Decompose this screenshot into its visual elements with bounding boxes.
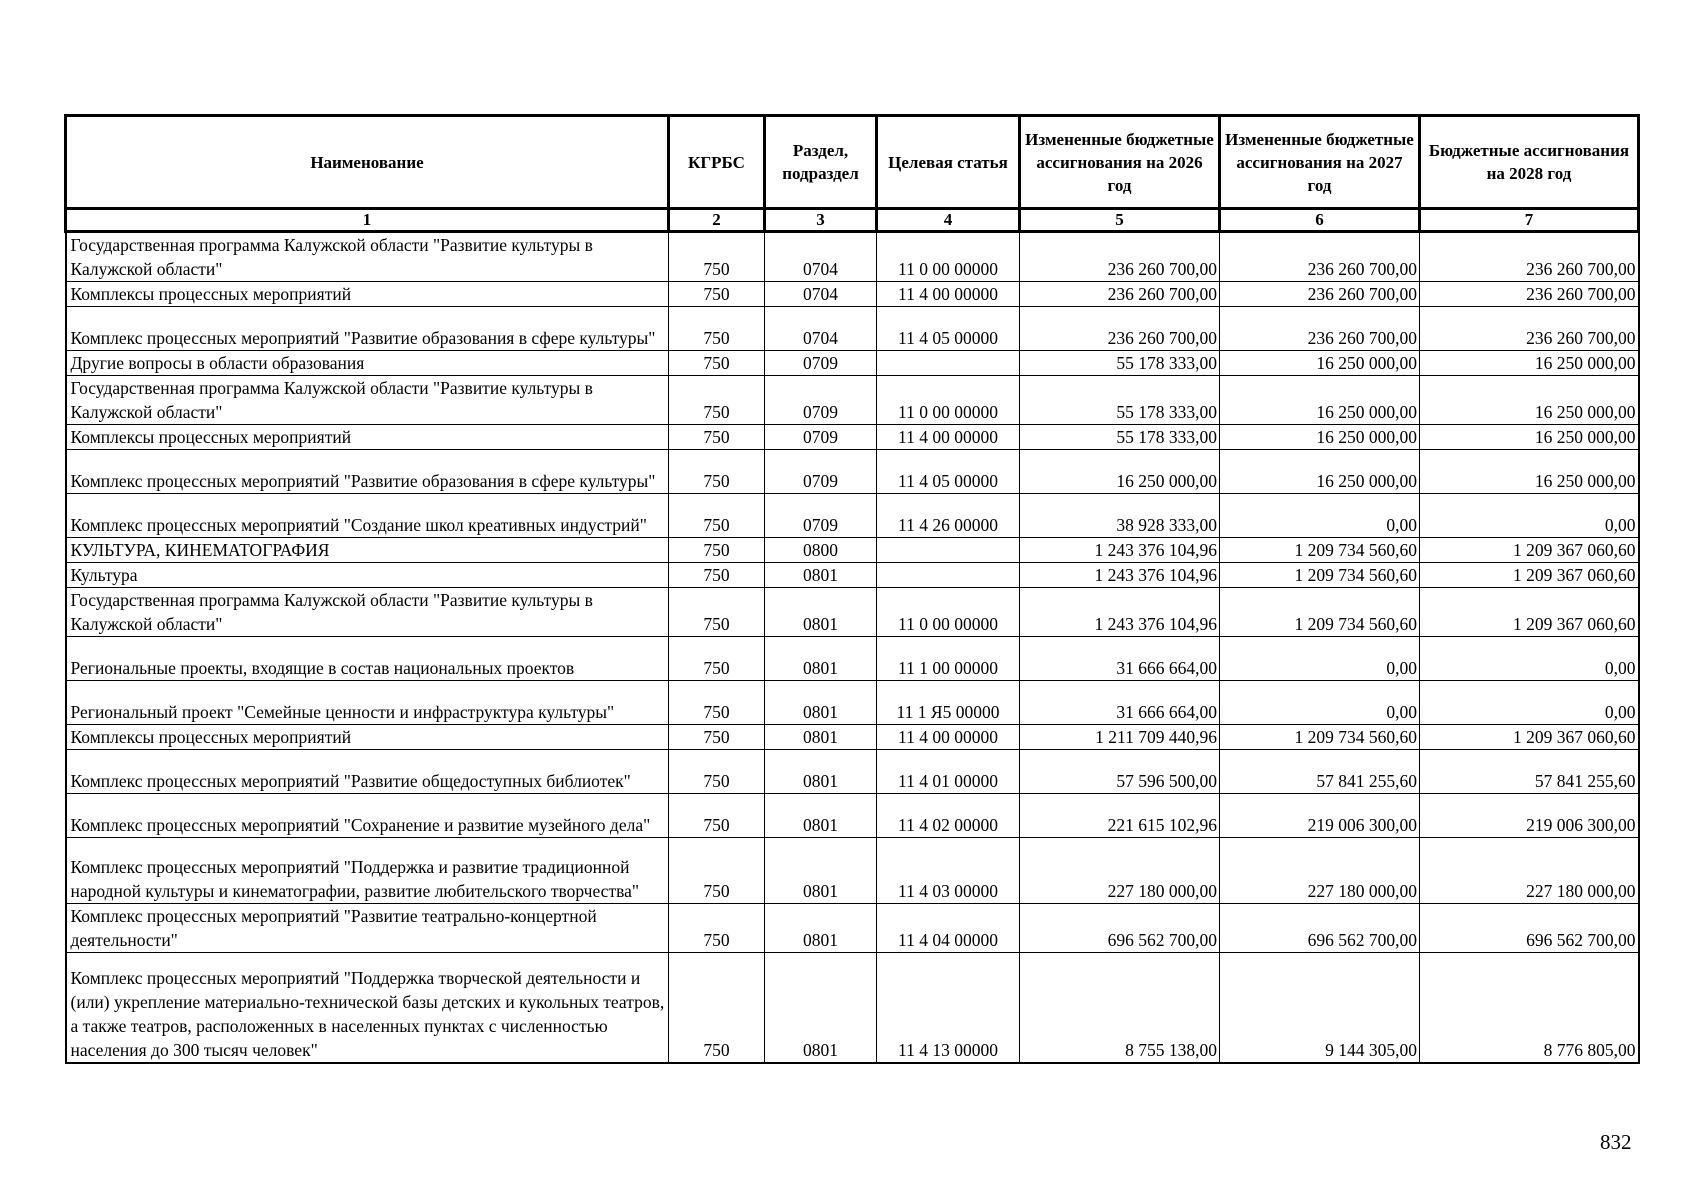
cell-razdel: 0709 (765, 376, 877, 425)
cell-razdel: 0801 (765, 750, 877, 794)
cell-razdel: 0709 (765, 425, 877, 450)
cell-celev: 11 4 04 00000 (877, 904, 1020, 953)
cell-name: Комплекс процессных мероприятий "Создание школ креативных индустрий" (66, 494, 669, 538)
cell-name: Государственная программа Калужской области "Развитие культуры в Калужской области" (66, 376, 669, 425)
cell-y2026: 55 178 333,00 (1020, 351, 1220, 376)
cell-name: Комплексы процессных мероприятий (66, 425, 669, 450)
table-row (66, 376, 1639, 425)
cell-y2027: 16 250 000,00 (1220, 425, 1420, 450)
table-row (66, 494, 1639, 538)
cell-y2026: 16 250 000,00 (1020, 450, 1220, 494)
cell-name: Комплекс процессных мероприятий "Развитие общедоступных библиотек" (66, 750, 669, 794)
table-row (66, 538, 1639, 563)
cell-razdel: 0801 (765, 953, 877, 1063)
budget-table (64, 114, 1640, 1064)
cell-kgrbs: 750 (669, 351, 765, 376)
cell-y2028: 0,00 (1420, 494, 1639, 538)
cell-y2026: 227 180 000,00 (1020, 838, 1220, 904)
cell-y2026: 55 178 333,00 (1020, 425, 1220, 450)
table-row (66, 904, 1639, 953)
cell-y2028: 16 250 000,00 (1420, 376, 1639, 425)
cell-razdel: 0709 (765, 450, 877, 494)
table-row (66, 637, 1639, 681)
cell-celev: 11 0 00 00000 (877, 232, 1020, 282)
cell-celev: 11 4 05 00000 (877, 450, 1020, 494)
cell-y2026: 236 260 700,00 (1020, 282, 1220, 307)
column-number: 6 (1220, 209, 1420, 232)
cell-y2027: 0,00 (1220, 637, 1420, 681)
cell-kgrbs: 750 (669, 637, 765, 681)
cell-y2026: 55 178 333,00 (1020, 376, 1220, 425)
cell-y2026: 696 562 700,00 (1020, 904, 1220, 953)
cell-razdel: 0704 (765, 282, 877, 307)
cell-celev: 11 1 00 00000 (877, 637, 1020, 681)
cell-y2027: 696 562 700,00 (1220, 904, 1420, 953)
cell-razdel: 0801 (765, 637, 877, 681)
cell-celev: 11 4 05 00000 (877, 307, 1020, 351)
cell-razdel: 0709 (765, 351, 877, 376)
cell-y2028: 0,00 (1420, 637, 1639, 681)
cell-y2027: 1 209 734 560,60 (1220, 588, 1420, 637)
cell-y2027: 0,00 (1220, 494, 1420, 538)
cell-y2027: 16 250 000,00 (1220, 450, 1420, 494)
cell-celev (877, 563, 1020, 588)
cell-razdel: 0704 (765, 307, 877, 351)
cell-celev: 11 4 01 00000 (877, 750, 1020, 794)
table-row (66, 282, 1639, 307)
cell-y2028: 16 250 000,00 (1420, 351, 1639, 376)
cell-celev: 11 4 02 00000 (877, 794, 1020, 838)
column-number: 7 (1420, 209, 1639, 232)
cell-name: Комплекс процессных мероприятий "Развитие образования в сфере культуры" (66, 307, 669, 351)
cell-name: Государственная программа Калужской области "Развитие культуры в Калужской области" (66, 232, 669, 282)
cell-y2028: 227 180 000,00 (1420, 838, 1639, 904)
cell-y2028: 236 260 700,00 (1420, 232, 1639, 282)
table-row (66, 232, 1639, 282)
cell-celev (877, 538, 1020, 563)
cell-name: Комплекс процессных мероприятий "Поддержка и развитие традиционной народной культуры и кинематографии, развитие любительского творчества" (66, 838, 669, 904)
cell-y2027: 57 841 255,60 (1220, 750, 1420, 794)
cell-celev (877, 351, 1020, 376)
column-number: 5 (1020, 209, 1220, 232)
cell-name: Государственная программа Калужской области "Развитие культуры в Калужской области" (66, 588, 669, 637)
table-row (66, 725, 1639, 750)
cell-kgrbs: 750 (669, 904, 765, 953)
cell-razdel: 0704 (765, 232, 877, 282)
cell-name: Комплекс процессных мероприятий "Сохранение и развитие музейного дела" (66, 794, 669, 838)
cell-name: Комплексы процессных мероприятий (66, 282, 669, 307)
cell-celev: 11 4 26 00000 (877, 494, 1020, 538)
cell-y2026: 221 615 102,96 (1020, 794, 1220, 838)
cell-kgrbs: 750 (669, 750, 765, 794)
table-row (66, 953, 1639, 1063)
cell-y2028: 16 250 000,00 (1420, 425, 1639, 450)
page-number: 832 (1600, 1130, 1632, 1154)
cell-kgrbs: 750 (669, 794, 765, 838)
cell-celev: 11 4 03 00000 (877, 838, 1020, 904)
cell-y2027: 227 180 000,00 (1220, 838, 1420, 904)
cell-y2028: 696 562 700,00 (1420, 904, 1639, 953)
table-header (66, 116, 1639, 232)
cell-y2026: 8 755 138,00 (1020, 953, 1220, 1063)
cell-y2027: 16 250 000,00 (1220, 376, 1420, 425)
cell-kgrbs: 750 (669, 953, 765, 1063)
header-y2027: Измененные бюджетные ассигнования на 2027 год (1220, 116, 1420, 209)
table-row (66, 794, 1639, 838)
cell-y2028: 1 209 367 060,60 (1420, 538, 1639, 563)
cell-y2027: 236 260 700,00 (1220, 232, 1420, 282)
cell-kgrbs: 750 (669, 450, 765, 494)
cell-kgrbs: 750 (669, 588, 765, 637)
header-name: Наименование (66, 116, 669, 209)
cell-kgrbs: 750 (669, 425, 765, 450)
cell-y2027: 236 260 700,00 (1220, 282, 1420, 307)
cell-razdel: 0801 (765, 725, 877, 750)
cell-name: КУЛЬТУРА, КИНЕМАТОГРАФИЯ (66, 538, 669, 563)
table-row (66, 563, 1639, 588)
cell-y2026: 236 260 700,00 (1020, 307, 1220, 351)
cell-celev: 11 4 13 00000 (877, 953, 1020, 1063)
cell-name: Культура (66, 563, 669, 588)
cell-y2028: 236 260 700,00 (1420, 307, 1639, 351)
cell-name: Комплексы процессных мероприятий (66, 725, 669, 750)
cell-y2028: 57 841 255,60 (1420, 750, 1639, 794)
cell-y2027: 1 209 734 560,60 (1220, 725, 1420, 750)
cell-celev: 11 4 00 00000 (877, 425, 1020, 450)
cell-razdel: 0801 (765, 681, 877, 725)
table-row (66, 425, 1639, 450)
cell-name: Комплекс процессных мероприятий "Развитие образования в сфере культуры" (66, 450, 669, 494)
header-celev: Целевая статья (877, 116, 1020, 209)
cell-razdel: 0801 (765, 588, 877, 637)
column-number: 3 (765, 209, 877, 232)
cell-kgrbs: 750 (669, 232, 765, 282)
cell-kgrbs: 750 (669, 494, 765, 538)
table-row (66, 750, 1639, 794)
cell-y2026: 1 243 376 104,96 (1020, 538, 1220, 563)
cell-name: Региональный проект "Семейные ценности и инфраструктура культуры" (66, 681, 669, 725)
cell-name: Комплекс процессных мероприятий "Развитие театрально-концертной деятельности" (66, 904, 669, 953)
cell-y2027: 219 006 300,00 (1220, 794, 1420, 838)
cell-kgrbs: 750 (669, 376, 765, 425)
cell-kgrbs: 750 (669, 725, 765, 750)
cell-y2026: 38 928 333,00 (1020, 494, 1220, 538)
header-razdel: Раздел, подраздел (765, 116, 877, 209)
cell-name: Региональные проекты, входящие в состав национальных проектов (66, 637, 669, 681)
cell-kgrbs: 750 (669, 563, 765, 588)
cell-y2027: 0,00 (1220, 681, 1420, 725)
cell-celev: 11 0 00 00000 (877, 588, 1020, 637)
table-body (66, 232, 1639, 1063)
header-y2026: Измененные бюджетные ассигнования на 2026 год (1020, 116, 1220, 209)
cell-celev: 11 1 Я5 00000 (877, 681, 1020, 725)
cell-celev: 11 0 00 00000 (877, 376, 1020, 425)
cell-kgrbs: 750 (669, 538, 765, 563)
cell-y2027: 1 209 734 560,60 (1220, 538, 1420, 563)
cell-kgrbs: 750 (669, 307, 765, 351)
table-row (66, 450, 1639, 494)
cell-y2027: 1 209 734 560,60 (1220, 563, 1420, 588)
table-row (66, 307, 1639, 351)
column-number: 2 (669, 209, 765, 232)
cell-celev: 11 4 00 00000 (877, 282, 1020, 307)
budget-sheet (64, 114, 1637, 1064)
cell-celev: 11 4 00 00000 (877, 725, 1020, 750)
cell-razdel: 0801 (765, 904, 877, 953)
column-number: 1 (66, 209, 669, 232)
cell-razdel: 0800 (765, 538, 877, 563)
cell-y2027: 16 250 000,00 (1220, 351, 1420, 376)
column-number: 4 (877, 209, 1020, 232)
cell-y2028: 16 250 000,00 (1420, 450, 1639, 494)
cell-y2027: 236 260 700,00 (1220, 307, 1420, 351)
cell-name: Комплекс процессных мероприятий "Поддержка творческой деятельности и (или) укрепление материально-технической базы детских и кукольных театров, а также театров, расположенных в населенных пунктах с численностью населения до 300 тысяч человек" (66, 953, 669, 1063)
cell-y2026: 1 211 709 440,96 (1020, 725, 1220, 750)
cell-y2027: 9 144 305,00 (1220, 953, 1420, 1063)
table-row (66, 351, 1639, 376)
cell-y2026: 236 260 700,00 (1020, 232, 1220, 282)
table-row (66, 838, 1639, 904)
table-row (66, 681, 1639, 725)
cell-razdel: 0709 (765, 494, 877, 538)
cell-razdel: 0801 (765, 838, 877, 904)
cell-y2028: 219 006 300,00 (1420, 794, 1639, 838)
cell-y2028: 1 209 367 060,60 (1420, 725, 1639, 750)
cell-name: Другие вопросы в области образования (66, 351, 669, 376)
cell-y2026: 1 243 376 104,96 (1020, 563, 1220, 588)
table-row (66, 588, 1639, 637)
cell-y2026: 1 243 376 104,96 (1020, 588, 1220, 637)
cell-y2026: 31 666 664,00 (1020, 681, 1220, 725)
cell-y2028: 1 209 367 060,60 (1420, 563, 1639, 588)
cell-y2026: 31 666 664,00 (1020, 637, 1220, 681)
header-y2028: Бюджетные ассигнования на 2028 год (1420, 116, 1639, 209)
cell-kgrbs: 750 (669, 282, 765, 307)
header-kgrbs: КГРБС (669, 116, 765, 209)
cell-kgrbs: 750 (669, 838, 765, 904)
cell-y2028: 8 776 805,00 (1420, 953, 1639, 1063)
cell-kgrbs: 750 (669, 681, 765, 725)
cell-y2028: 1 209 367 060,60 (1420, 588, 1639, 637)
cell-razdel: 0801 (765, 563, 877, 588)
cell-y2028: 236 260 700,00 (1420, 282, 1639, 307)
cell-razdel: 0801 (765, 794, 877, 838)
cell-y2026: 57 596 500,00 (1020, 750, 1220, 794)
cell-y2028: 0,00 (1420, 681, 1639, 725)
